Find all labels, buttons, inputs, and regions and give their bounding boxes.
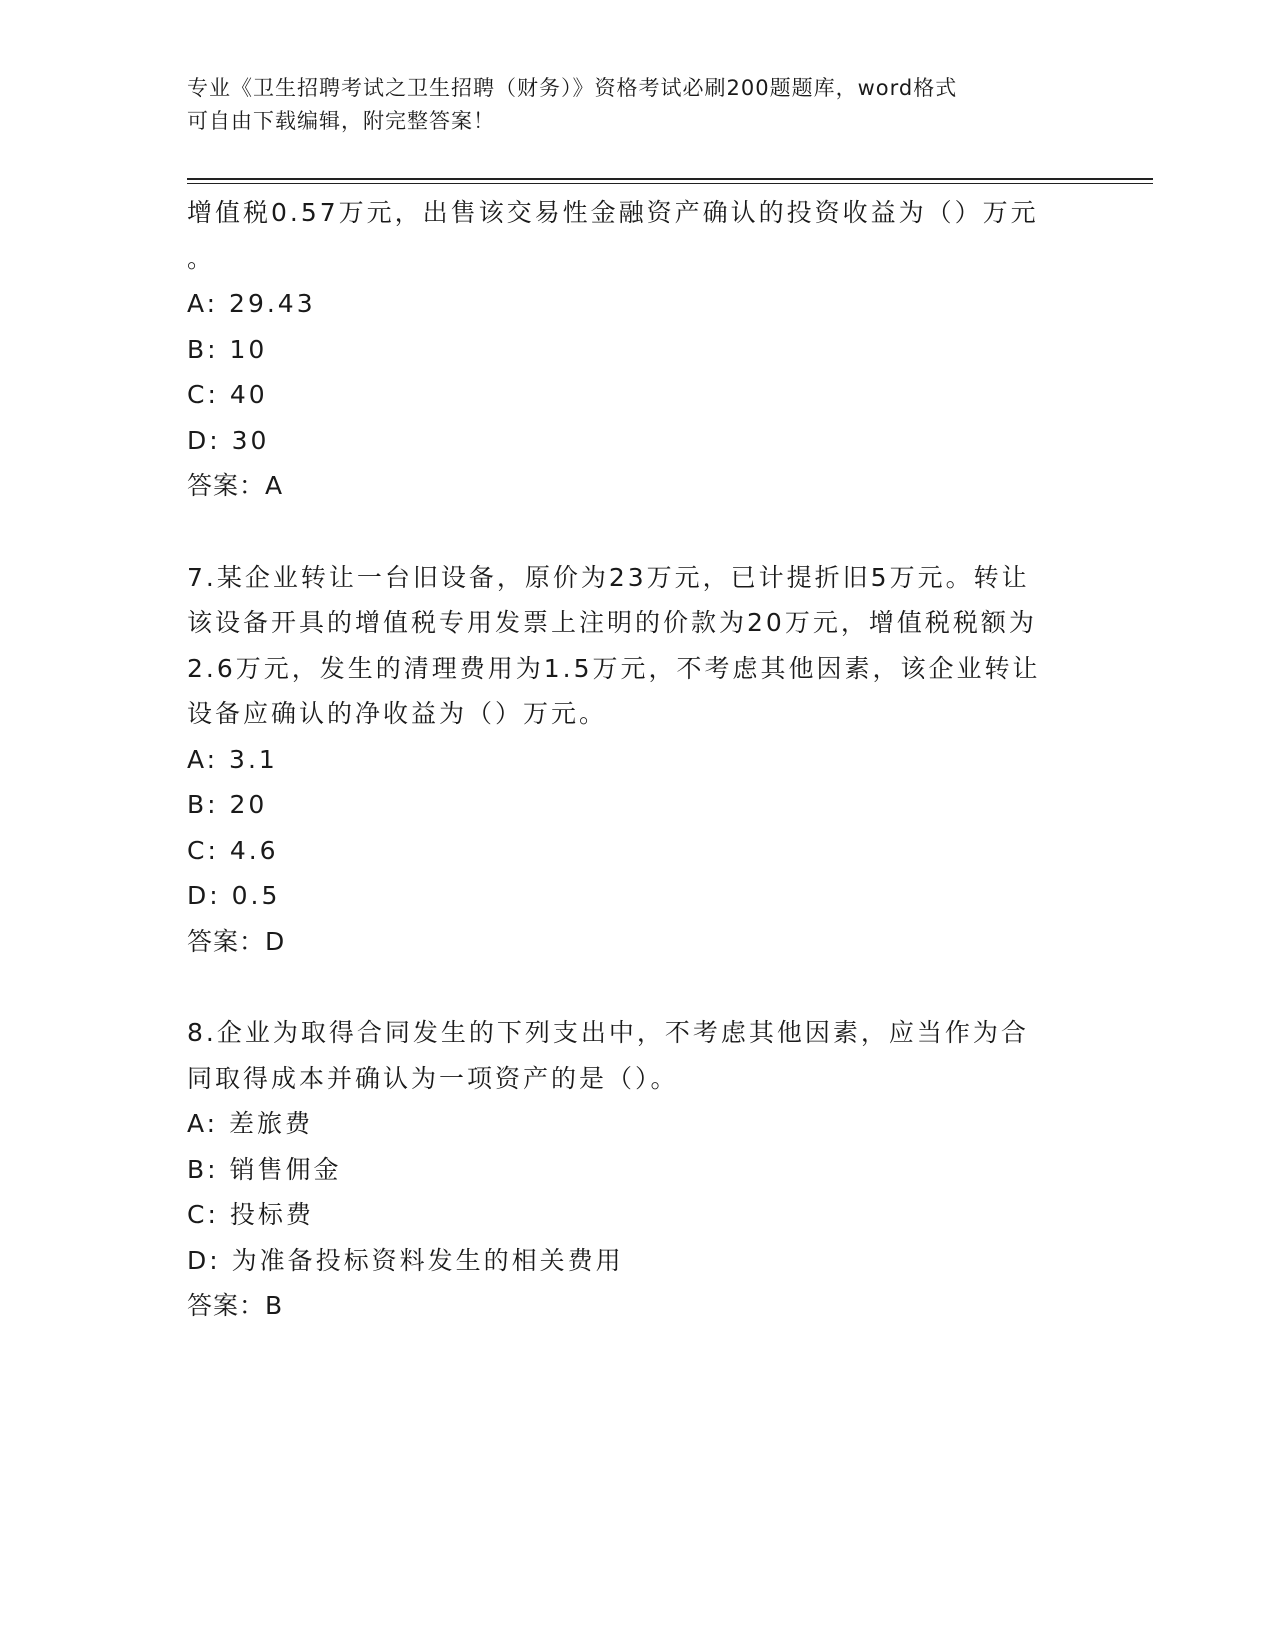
- question-stem-line: 7.某企业转让一台旧设备，原价为23万元，已计提折旧5万元。转让: [187, 562, 1030, 592]
- option-d: D: 为准备投标资料发生的相关费用: [187, 1245, 624, 1275]
- question-stem-line: 增值税0.57万元，出售该交易性金融资产确认的投资收益为（）万元: [187, 198, 1039, 227]
- question-stem-line: 设备应确认的净收益为（）万元。: [187, 699, 608, 728]
- option-c: C: 40: [187, 380, 268, 409]
- option-d: D: 30: [187, 425, 270, 455]
- option-a: A: 差旅费: [187, 1109, 314, 1138]
- header-divider-thin: [187, 183, 1153, 184]
- option-c: C: 投标费: [187, 1200, 314, 1229]
- question-6: [187, 190, 1087, 509]
- option-b: B: 10: [187, 334, 268, 364]
- answer-line: 答案：A: [187, 471, 284, 500]
- option-a: A: 29.43: [187, 289, 316, 318]
- question-8: [187, 1010, 1087, 1329]
- question-gap: [187, 964, 1087, 1010]
- question-list: [187, 190, 1087, 1329]
- header-divider-thick: [187, 178, 1153, 180]
- document-header: [187, 72, 1087, 138]
- option-d: D: 0.5: [187, 881, 281, 910]
- question-7: [187, 555, 1087, 965]
- answer-line: 答案：B: [187, 1291, 284, 1320]
- header-line-2: 可自由下载编辑，附完整答案！: [187, 109, 495, 133]
- option-a: A: 3.1: [187, 744, 278, 774]
- question-stem-line: 同取得成本并确认为一项资产的是（）。: [187, 1063, 679, 1093]
- question-stem-line: 2.6万元，发生的清理费用为1.5万元，不考虑其他因素，该企业转让: [187, 653, 1041, 683]
- question-stem-line: 。: [187, 243, 216, 273]
- question-stem-line: 该设备开具的增值税专用发票上注明的价款为20万元，增值税税额为: [187, 608, 1037, 637]
- option-c: C: 4.6: [187, 835, 279, 865]
- question-stem-line: 8.企业为取得合同发生的下列支出中，不考虑其他因素，应当作为合: [187, 1018, 1029, 1047]
- question-gap: [187, 509, 1087, 555]
- header-line-1: 专业《卫生招聘考试之卫生招聘（财务）》资格考试必刷200题题库，word格式: [187, 76, 958, 100]
- option-b: B: 20: [187, 790, 268, 819]
- option-b: B: 销售佣金: [187, 1154, 342, 1184]
- answer-line: 答案：D: [187, 926, 286, 956]
